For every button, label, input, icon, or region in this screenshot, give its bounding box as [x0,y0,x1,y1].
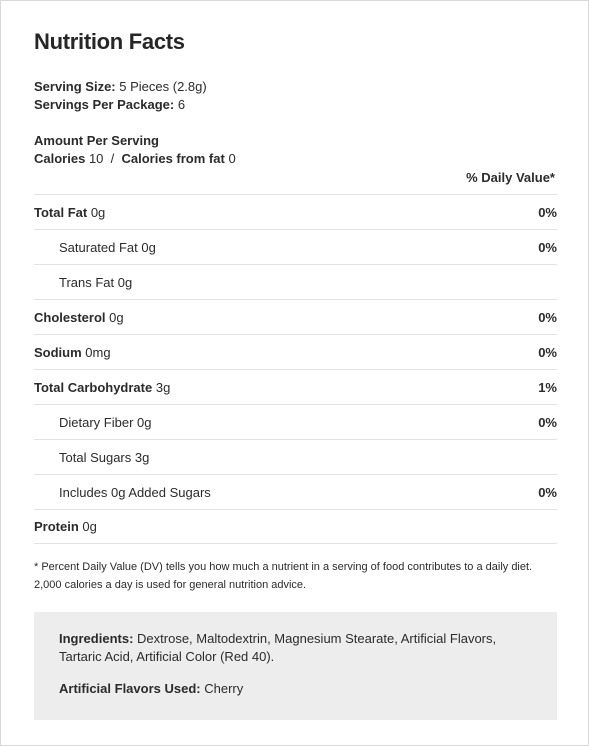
nutrient-row-total-fat [34,194,557,229]
nutrient-label: Saturated Fat [59,239,138,255]
nutrient-percent: 0% [538,239,557,255]
nutrient-amount: 0g [117,274,133,290]
calories-from-fat-value: 0 [228,151,236,166]
nutrient-label: Includes 0g Added Sugars [59,484,211,500]
artificial-flavors-label: Artificial Flavors Used: [59,681,201,696]
nutrient-label: Total Sugars [59,449,132,465]
amount-per-serving [34,133,159,148]
nutrient-label: Protein [34,519,79,534]
page-title: Nutrition Facts [34,29,185,54]
serving-size-value: 5 Pieces (2.8g) [119,79,207,94]
calories-from-fat-label: Calories from fat [121,151,225,166]
nutrient-amount: 0g [137,414,152,430]
nutrient-label: Dietary Fiber [59,414,134,430]
nutrient-amount: 0g [141,239,156,255]
nutrient-row-total-carbohydrate [34,369,557,404]
servings-per-package [34,97,185,112]
nutrient-table [34,194,557,544]
calories-line [34,151,236,166]
nutrient-label: Cholesterol [34,309,106,325]
nutrient-label: Trans Fat [59,274,115,290]
nutrient-amount: 3g [134,449,150,465]
ingredients-box [34,612,557,720]
calories-label: Calories [34,151,86,166]
servings-per-package-value: 6 [177,97,186,112]
nutrient-row-protein [34,509,557,544]
amount-per-serving-label: Amount Per Serving [34,133,159,148]
nutrient-amount: 0mg [85,344,111,360]
serving-size-label: Serving Size: [34,79,116,94]
nutrient-row-sodium [34,334,557,369]
nutrient-label: Total Carbohydrate [34,379,153,395]
ingredients-label: Ingredients: [59,631,134,646]
daily-value-footnote [34,558,557,594]
servings-per-package-label: Servings Per Package: [34,97,175,112]
artificial-flavors [59,680,532,698]
nutrient-row-dietary-fiber [34,404,557,439]
footnote-line-1: * Percent Daily Value (DV) tells you how much a nutrient in a serving of food contributes to a daily diet. [34,561,533,573]
nutrient-percent: 0% [538,309,557,325]
nutrient-row-cholesterol [34,299,557,334]
daily-value-header: % Daily Value* [466,170,555,185]
serving-size [34,79,207,94]
artificial-flavors-value: Cherry [204,681,244,696]
ingredients-list: Dextrose, Maltodextrin, Magnesium Stearate, Artificial Flavors, Tartaric Acid, Artificial Color (Red 40). [59,631,497,664]
footnote-line-2: 2,000 calories a day is used for general nutrition advice. [34,579,307,591]
nutrient-row-total-sugars [34,439,557,474]
calories-value: 10 [88,151,104,166]
nutrient-percent: 1% [538,379,557,395]
calories-separator: / [110,151,115,166]
nutrient-percent: 0% [538,414,557,430]
nutrient-amount: 0g [82,519,97,534]
nutrient-percent: 0% [538,484,557,500]
nutrient-label: Total Fat [34,204,88,220]
nutrient-amount: 3g [155,379,171,395]
nutrient-row-trans-fat [34,264,557,299]
nutrient-percent: 0% [538,344,557,360]
nutrient-amount: 0g [90,204,106,220]
nutrient-amount: 0g [109,309,124,325]
nutrient-label: Sodium [34,344,82,360]
nutrient-percent: 0% [538,204,557,220]
nutrient-row-saturated-fat [34,229,557,264]
nutrient-row-added-sugars [34,474,557,509]
ingredients-text [59,630,532,666]
